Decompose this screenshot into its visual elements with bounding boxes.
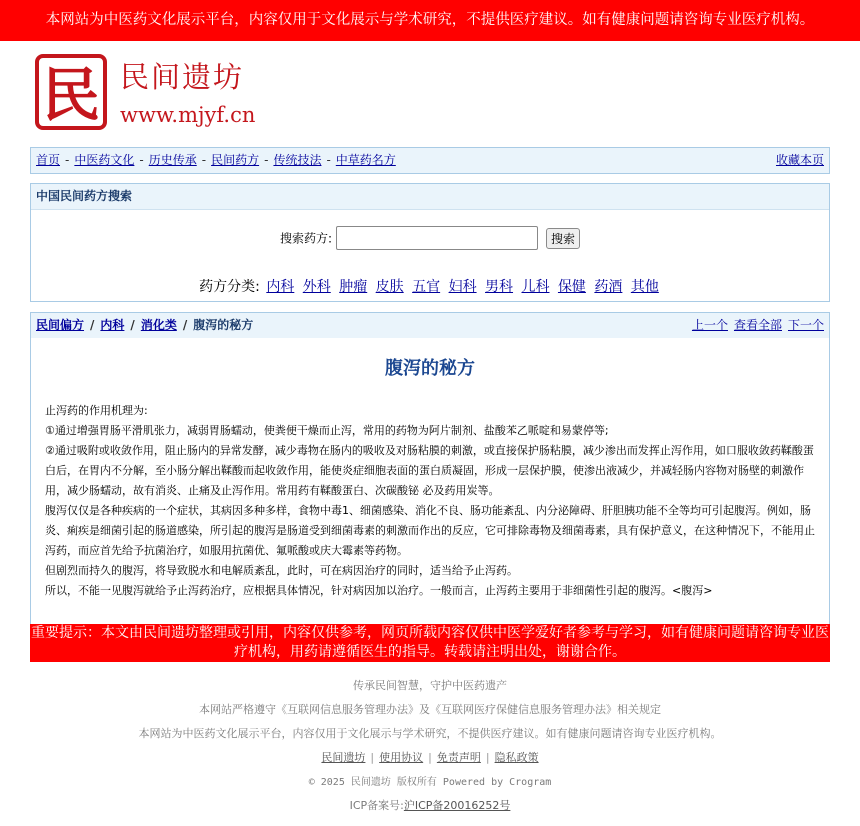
category-medicinal-wine[interactable]: 药酒 (594, 279, 623, 295)
footer-copyright (0, 773, 860, 788)
logo-brand-name: 民间遗坊 (120, 60, 245, 94)
category-surgery[interactable]: 外科 (302, 279, 331, 295)
footer-divider: | (370, 751, 375, 764)
nav-separator: - (201, 153, 207, 167)
banner-text: 本网站为中医药文化展示平台，内容仅用于文化展示与学术研究，不提供医疗建议。如有健康问题请咨询专业医疗机构。 (45, 12, 815, 28)
view-all-link[interactable]: 查看全部 (733, 318, 782, 332)
logo-site-url: www.mjyf.cn (120, 103, 256, 127)
footer-divider: | (485, 751, 490, 764)
footer-link-privacy[interactable]: 隐私政策 (494, 751, 539, 764)
breadcrumb-separator: / (90, 318, 95, 332)
footer-compliance: 本网站严格遵守《互联网信息服务管理办法》及《互联网医疗保健信息服务管理办法》相关规定 (199, 703, 661, 716)
article-pager (686, 313, 824, 338)
category-ent[interactable]: 五官 (412, 279, 441, 295)
nav-history[interactable]: 历史传承 (148, 153, 197, 167)
article-paragraph: 止泻药的作用机理为: (45, 404, 148, 417)
bookmark-page-link[interactable]: 收藏本页 (775, 153, 824, 167)
article-body (45, 401, 817, 601)
icp-link[interactable]: 沪ICP备20016252号 (403, 799, 511, 812)
nav-herbal-formulas[interactable]: 中草药名方 (335, 153, 396, 167)
search-input[interactable] (336, 226, 538, 250)
search-panel-header (31, 184, 829, 210)
nav-tcm-culture[interactable]: 中医药文化 (74, 153, 135, 167)
top-disclaimer-banner (0, 0, 860, 41)
footer-disclaimer: 本网站为中医药文化展示平台，内容仅用于文化展示与学术研究，不提供医疗建议。如有健康问题请咨询专业医疗机构。 (138, 727, 722, 740)
article-paragraph: 腹泻仅仅是各种疾病的一个症状，其病因多种多样，食物中毒1、细菌感染、消化不良、肠功能紊乱、内分泌障碍、肝胆胰功能不全等均可引起腹泻。例如，肠炎、痢疾是细菌引起的肠道感染，所引起的腹泻是肠道受到细菌毒素的刺激而作出的反应，它可排除毒物及细菌毒素，具有保护意义，在这种情况下，不能用止泻药，而应首先给予抗菌治疗，如服用抗菌优、氟哌酸或庆大霉素等药物。 (45, 504, 815, 557)
site-logo[interactable] (34, 53, 274, 133)
footer-link-terms[interactable]: 使用协议 (379, 751, 424, 764)
breadcrumb-folk-remedies[interactable]: 民间偏方 (36, 318, 85, 332)
breadcrumb-separator: / (182, 318, 188, 332)
category-other[interactable]: 其他 (630, 279, 659, 295)
article-paragraph: ②通过吸附或收敛作用，阻止肠内的异常发酵，减少毒物在肠内的吸收及对肠粘膜的刺激，或直接保护肠粘膜，减少渗出而发挥止泻作用，如口服收敛药鞣酸蛋白后，在胃内不分解，至小肠分解出鞣酸而起收敛作用，能使炎症细胞表面的蛋白质凝固，形成一层保护膜，使渗出液减少，并减轻肠内容物对肠壁的刺激作用，减少肠蠕动，故有消炎、止痛及止泻作用。常用药有鞣酸蛋白、次碳酸铋 必及药用炭等。 (45, 444, 814, 497)
nav-separator: - (326, 153, 331, 167)
nav-home[interactable]: 首页 (36, 153, 61, 167)
logo-seal-icon (34, 53, 108, 131)
category-andrology[interactable]: 男科 (485, 279, 514, 295)
nav-folk-prescriptions[interactable]: 民间药方 (211, 153, 260, 167)
footer-icp (0, 797, 860, 813)
next-article-link[interactable]: 下一个 (787, 318, 824, 332)
important-notice (30, 624, 830, 662)
nav-separator: - (264, 153, 269, 167)
footer-link-home[interactable]: 民间遗坊 (321, 751, 366, 764)
nav-traditional-techniques[interactable]: 传统技法 (273, 153, 322, 167)
category-label: 药方分类: (199, 279, 260, 295)
search-form (31, 226, 829, 250)
category-filter (31, 276, 829, 296)
nav-separator: - (139, 153, 144, 167)
copyright-text: © 2025 民间遗坊 版权所有 Powered by Crogram (308, 777, 552, 788)
nav-links (36, 148, 396, 173)
category-pediatrics[interactable]: 儿科 (521, 279, 550, 295)
category-oncology[interactable]: 肿瘤 (339, 279, 368, 295)
article-title: 腹泻的秘方 (385, 358, 475, 379)
logo-seal-char: 民 (41, 61, 101, 129)
footer-link-disclaimer[interactable]: 免责声明 (436, 751, 481, 764)
category-internal-medicine[interactable]: 内科 (266, 279, 295, 295)
nav-separator: - (65, 153, 70, 167)
breadcrumb-current: 腹泻的秘方 (193, 318, 254, 332)
category-dermatology[interactable]: 皮肤 (375, 279, 404, 295)
article-header (31, 313, 829, 338)
icp-label: ICP备案号: (349, 799, 404, 812)
breadcrumb-digestive[interactable]: 消化类 (140, 318, 177, 332)
search-label: 搜索药方: (279, 231, 333, 246)
previous-article-link[interactable]: 上一个 (691, 318, 728, 332)
article-paragraph: 但剧烈而持久的腹泻，将导致脱水和电解质紊乱，此时，可在病因治疗的同时，适当给予止泻药。 (45, 564, 518, 577)
article-paragraph: ①通过增强胃肠平滑肌张力，减弱胃肠蠕动，使粪便干燥而止泻，常用的药物为阿片制剂、盐酸苯乙哌啶和易蒙停等; (45, 424, 609, 437)
breadcrumb-internal-medicine[interactable]: 内科 (100, 318, 125, 332)
footer-links (0, 749, 860, 765)
search-panel (30, 183, 830, 302)
search-button[interactable]: 搜索 (546, 228, 580, 249)
article-breadcrumb (36, 313, 253, 338)
article-paragraph: 所以，不能一见腹泻就给予止泻药治疗，应根据具体情况，针对病因加以治疗。一般而言，止泻药主要用于非细菌性引起的腹泻。<腹泻> (45, 584, 713, 597)
main-navigation (30, 147, 830, 174)
search-panel-title: 中国民间药方搜索 (36, 189, 133, 203)
footer-slogan: 传承民间智慧，守护中医药遗产 (353, 679, 507, 692)
category-health-care[interactable]: 保健 (557, 279, 586, 295)
footer-divider: | (428, 751, 432, 764)
category-gynecology[interactable]: 妇科 (448, 279, 477, 295)
notice-text: 重要提示：本文由民间遗坊整理或引用，内容仅供参考，网页所载内容仅供中医学爱好者参考与学习，如有健康问题请咨询专业医疗机构，用药请遵循医生的指导。转载请注明出处，谢谢合作。 (31, 625, 829, 660)
article-panel (30, 312, 830, 632)
breadcrumb-separator: / (130, 318, 135, 332)
